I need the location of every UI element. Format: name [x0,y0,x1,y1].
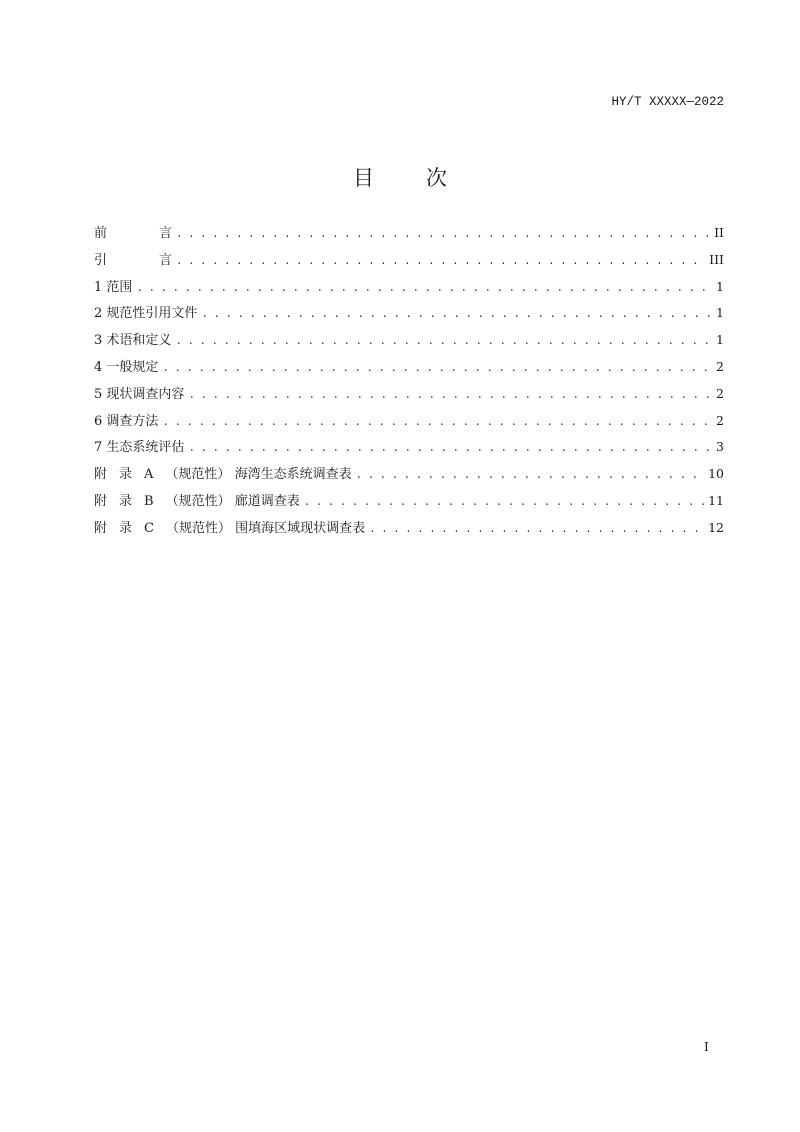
toc-entry-foreword[interactable] [94,222,724,249]
toc-label: 引 言 [94,252,173,268]
title-char-2: 次 [426,166,447,190]
toc-label: 6 调查方法 [94,413,159,429]
table-of-contents [94,222,724,544]
toc-page-number: 10 [708,466,724,482]
toc-label: 附 录 A （规范性） 海湾生态系统调查表 [94,467,352,483]
toc-label: 附 录 B （规范性） 廊道调查表 [94,493,300,509]
toc-page-number: 1 [716,278,724,294]
toc-page-number: 2 [716,358,724,374]
toc-page-number: 11 [708,492,724,508]
toc-entry-appendix-a[interactable] [94,463,724,490]
dot-leader [188,390,712,402]
toc-page-number: 2 [716,385,724,401]
toc-page-number: 1 [716,305,724,321]
dot-leader [175,336,712,348]
toc-label: 附 录 C （规范性） 围填海区域现状调查表 [94,520,366,536]
toc-entry-section-4[interactable] [94,356,724,383]
standard-code: HY/T XXXXX—2022 [611,95,724,109]
toc-entry-section-1[interactable] [94,276,724,303]
toc-page-number: 12 [708,519,724,535]
dot-leader [176,256,705,268]
toc-label: 4 一般规定 [94,359,159,375]
toc-label: 前 言 [94,226,173,241]
toc-entry-section-2[interactable] [94,302,724,329]
toc-page-number: III [709,251,724,267]
dot-leader [136,283,712,295]
dot-leader [356,470,705,482]
toc-page-number: 3 [716,439,724,455]
toc-entry-section-5[interactable] [94,383,724,410]
toc-page-number: 2 [716,412,724,428]
toc-label: 3 术语和定义 [94,333,172,349]
toc-entry-section-6[interactable] [94,410,724,437]
toc-entry-section-3[interactable] [94,329,724,356]
dot-leader [369,524,704,536]
dot-leader [304,497,704,509]
toc-entry-appendix-b[interactable] [94,490,724,517]
title-char-1: 目 [353,166,374,190]
toc-entry-section-7[interactable] [94,436,724,463]
toc-label: 1 范围 [94,279,133,295]
dot-leader [162,363,712,375]
toc-label: 7 生态系统评估 [94,440,185,456]
dot-leader [162,417,712,429]
page-number: I [704,1040,709,1054]
dot-leader [188,443,712,455]
toc-page-number: 1 [716,332,724,348]
toc-page-number: II [714,225,724,240]
toc-entry-introduction[interactable] [94,249,724,276]
toc-label: 2 规范性引用文件 [94,306,198,322]
page-title [0,162,800,192]
dot-leader [176,229,710,241]
dot-leader [201,309,712,321]
toc-entry-appendix-c[interactable] [94,517,724,544]
toc-label: 5 现状调查内容 [94,386,185,402]
